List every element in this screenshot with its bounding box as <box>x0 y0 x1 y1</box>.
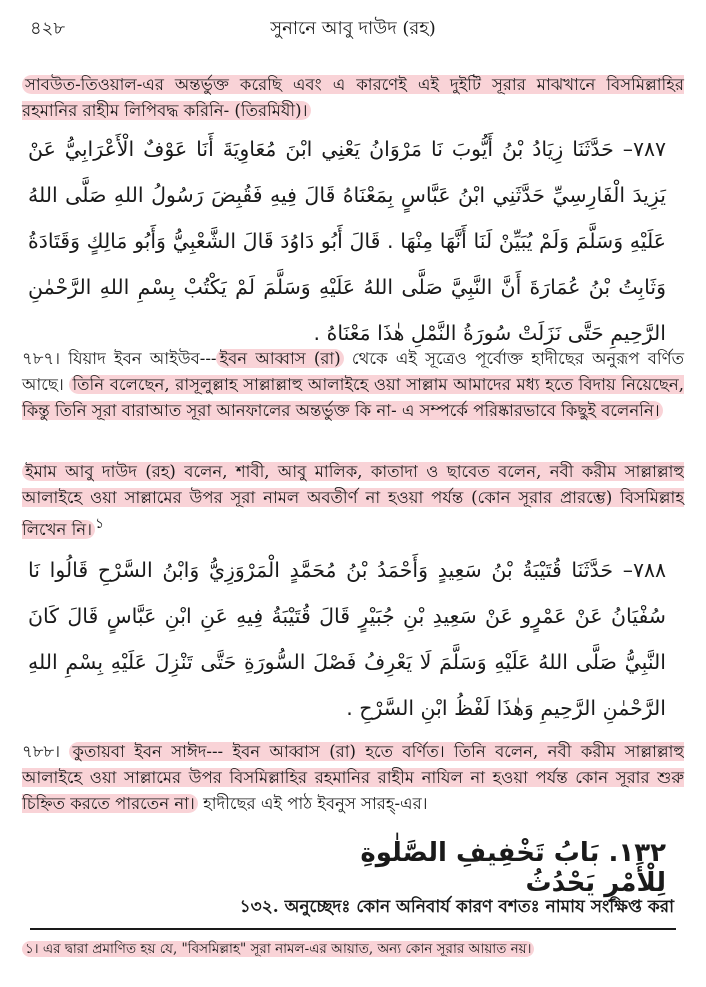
intro-paragraph <box>22 72 684 124</box>
section-heading: ১৩২. অনুচ্ছেদঃ কোন অনিবার্য কারণ বশতঃ নামায সংক্ষিপ্ত করা <box>239 897 674 917</box>
footnote <box>22 938 684 960</box>
arabic-hadith-787: ٧٨٧– حَدَّثَنَا زِيَادُ بْنُ أَيُّوبَ نَا مَرْوَانُ يَعْنِي ابْنَ مُعَاوِيَةَ أَنَا عَوْفٌ الْأَعْرَابِيُّ عَنْ يَزِيدَ الْفَارِسِيِّ حَدَّثَنِي ابْنُ عَبَّاسٍ بِمَعْنَاهُ قَالَ فِيهِ فَقُبِضَ رَسُولُ اللهِ صَلَّى اللهُ عَلَيْهِ وَسَلَّمَ وَلَمْ يُبَيِّنْ لَنَا أَنَّهَا مِنْهَا . قَالَ أَبُو دَاوُدَ قَالَ الشَّعْبِيُّ وَأَبُو مَالِكٍ وَقَتَادَةُ وَثَابِتُ بْنُ عُمَارَةَ أَنَّ النَّبِيَّ صَلَّى اللهُ عَلَيْهِ وَسَلَّمَ لَمْ يَكْتُبْ بِسْمِ اللهِ الرَّحْمٰنِ الرَّحِيمِ حَتَّى نَزَلَتْ سُورَةُ النَّمْلِ هٰذَا مَعْنَاهُ . <box>28 137 666 345</box>
page-header <box>30 14 676 42</box>
hadith-number: ৭৮৭। <box>22 349 61 368</box>
highlighted-text: কুতায়বা ইবন সাঈদ--- ইবন আব্বাস (রা) হতে বর্ণিত। তিনি বলেন, নবী করীম সাল্লাল্লাহু আলাইহে ওয়া সাল্লামের উপর বিসমিল্লাহির রহমানির রাহীম নাযিল না হওয়া পর্যন্ত কোন সূরার শুরু চিহ্নিত করতে পারতেন না। <box>22 742 684 813</box>
highlighted-footnote: ১। এর দ্বারা প্রমাণিত হয় যে, "বিসমিল্লাহ" সূরা নামল-এর আয়াত, অন্য কোন সূরার আয়াত নয়। <box>22 941 534 957</box>
arabic-hadith-788: ٧٨٨– حَدَّثَنَا قُتَيْبَةُ بْنُ سَعِيدٍ وَأَحْمَدُ بْنُ مُحَمَّدٍ الْمَرْوَزِيُّ وَابْنُ السَّرْحِ قَالُوا نَا سُفْيَانُ عَنْ عَمْرٍو عَنْ سَعِيدِ بْنِ جُبَيْرٍ قَالَ قُتَيْبَةُ فِيهِ عَنِ ابْنِ عَبَّاسٍ قَالَ كَانَ النَّبِيُّ صَلَّى اللهُ عَلَيْهِ وَسَلَّمَ لَا يَعْرِفُ فَصْلَ السُّورَةِ حَتَّى تَنْزِلَ عَلَيْهِ بِسْمِ اللهِ الرَّحْمٰنِ الرَّحِيمِ وَهٰذَا لَفْظُ ابْنِ السَّرْحِ . <box>28 558 666 720</box>
imam-commentary <box>22 459 684 543</box>
footnote-divider <box>30 928 676 930</box>
bab-heading-arabic: ١٣٢. بَابُ تَخْفِيفِ الصَّلٰوةِ لِلْأَمْرِ يَحْدُثُ <box>360 838 666 898</box>
book-title: সুনানে আবু দাউদ (রহ) <box>270 18 436 39</box>
page-number: ৪২৮ <box>30 18 66 39</box>
translation-788 <box>22 739 684 817</box>
highlighted-text: তিনি বলেছেন, রাসূলুল্লাহ সাল্লাল্লাহু আলাইহে ওয়া সাল্লাম আমাদের মধ্য হতে বিদায় নিয়েছেন, কিন্তু তিনি সূরা বারাআত সূরা আনফালের অন্তর্ভুক্ত কি না- এ সম্পর্কে পরিষ্কারভাবে কিছুই বলেননি। <box>22 375 684 420</box>
plain-text: থেকে এই সূত্রেও পূর্বোক্ত হাদীছের অনুরূপ বর্ণিত আছে। <box>22 349 684 394</box>
plain-text: হাদীছের এই পাঠ ইবনুস সারহ্-এর। <box>197 794 428 813</box>
narrator-text: যিয়াদ ইবন আইউব--- <box>60 349 217 368</box>
footnote-reference: ১ <box>95 516 104 532</box>
translation-787 <box>22 346 684 424</box>
highlighted-text: ইমাম আবু দাউদ (রহ) বলেন, শাবী, আবু মালিক, কাতাদা ও ছাবেত বলেন, নবী করীম সাল্লাল্লাহু আলাইহে ওয়া সাল্লামের উপর সূরা নামল অবতীর্ণ না হওয়া পর্যন্ত (কোন সূরার প্রারম্ভে) বিসমিল্লাহ লিখেন নি। <box>22 462 684 539</box>
hadith-number: ৭৮৮। <box>22 742 61 761</box>
highlighted-text: সাবউত-তিওয়াল-এর অন্তর্ভুক্ত করেছি এবং এ কারণেই এই দুইটি সূরার মাঝখানে বিসমিল্লাহির রহমানির রাহীম লিপিবদ্ধ করিনি- (তিরমিযী)। <box>22 75 684 120</box>
highlighted-narrator: ইবন আব্বাস (রা) <box>216 349 343 368</box>
